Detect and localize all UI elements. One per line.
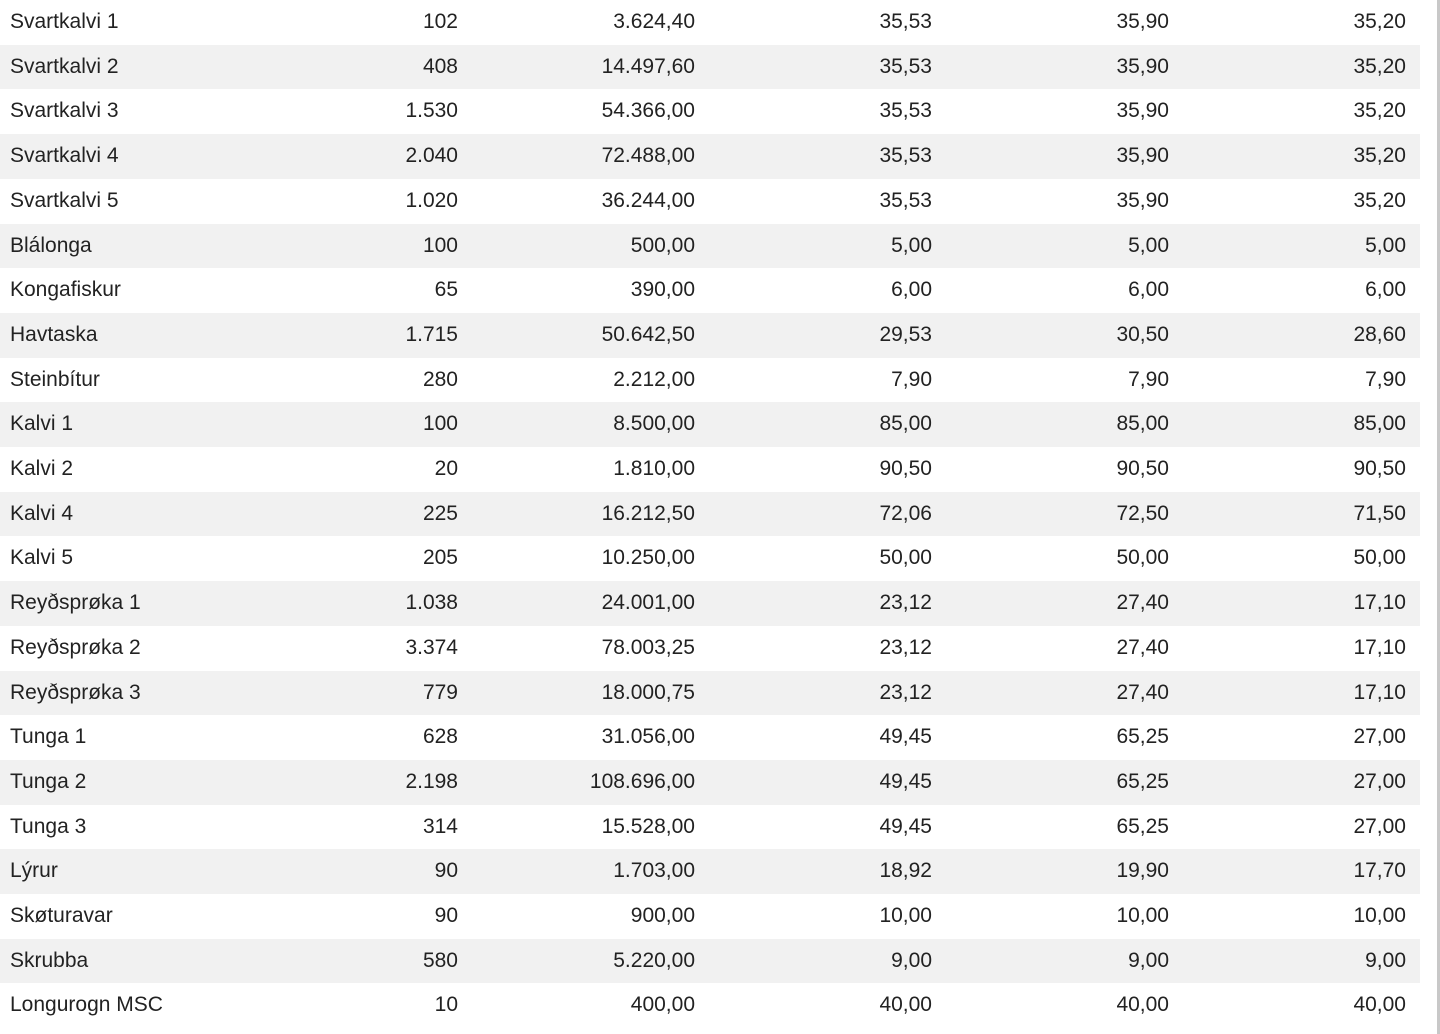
quantity-cell: 205 xyxy=(422,546,458,570)
min-price-cell: 27,00 xyxy=(1169,760,1420,805)
max-price-cell: 27,40 xyxy=(1116,635,1169,659)
table-row xyxy=(0,983,1420,1028)
species-cell: Tunga 2 xyxy=(0,760,268,805)
min-price-cell: 6,00 xyxy=(1365,278,1406,302)
average-price-cell: 35,53 xyxy=(695,45,932,90)
min-price-cell: 27,00 xyxy=(1353,814,1406,838)
quantity-cell: 10 xyxy=(434,993,458,1017)
quantity-cell: 1.715 xyxy=(268,313,458,358)
total-value-cell: 2.212,00 xyxy=(613,367,695,391)
average-price-cell: 23,12 xyxy=(695,671,932,716)
max-price-cell: 27,40 xyxy=(932,581,1169,626)
species-cell: Tunga 1 xyxy=(10,725,87,749)
average-price-cell: 5,00 xyxy=(695,224,932,269)
total-value-cell: 390,00 xyxy=(630,278,695,302)
quantity-cell: 314 xyxy=(422,814,458,838)
max-price-cell: 65,25 xyxy=(932,760,1169,805)
quantity-cell: 90 xyxy=(268,849,458,894)
quantity-cell: 1.038 xyxy=(268,581,458,626)
max-price-cell: 30,50 xyxy=(932,313,1169,358)
table-row xyxy=(0,492,1420,537)
total-value-cell: 1.810,00 xyxy=(613,457,695,481)
total-value-cell: 900,00 xyxy=(630,904,695,928)
total-value-cell: 78.003,25 xyxy=(601,635,695,659)
average-price-cell: 23,12 xyxy=(879,635,932,659)
average-price-cell: 35,53 xyxy=(695,134,932,179)
quantity-cell: 65 xyxy=(434,278,458,302)
quantity-cell: 100 xyxy=(268,224,458,269)
table-row xyxy=(0,447,1420,492)
average-price-cell: 35,53 xyxy=(879,99,932,123)
species-cell: Kalvi 5 xyxy=(10,546,74,570)
min-price-cell: 50,00 xyxy=(1353,546,1406,570)
average-price-cell: 18,92 xyxy=(695,849,932,894)
average-price-cell: 35,53 xyxy=(879,10,932,33)
max-price-cell: 35,90 xyxy=(1116,188,1169,212)
min-price-cell: 27,00 xyxy=(1353,725,1406,749)
quantity-cell: 280 xyxy=(422,367,458,391)
table-row xyxy=(0,313,1420,358)
species-cell: Tunga 3 xyxy=(10,814,87,838)
species-cell: Skøturavar xyxy=(10,904,113,928)
max-price-cell: 9,00 xyxy=(932,939,1169,984)
total-value-cell: 24.001,00 xyxy=(458,581,695,626)
quantity-cell: 90 xyxy=(434,904,458,928)
max-price-cell: 40,00 xyxy=(1116,993,1169,1017)
quantity-cell: 20 xyxy=(434,457,458,481)
species-cell: Svartkalvi 4 xyxy=(0,134,268,179)
quantity-cell: 2.198 xyxy=(268,760,458,805)
table-row xyxy=(0,134,1420,179)
average-price-cell: 29,53 xyxy=(695,313,932,358)
max-price-cell: 19,90 xyxy=(932,849,1169,894)
species-cell: Reyðsprøka 1 xyxy=(0,581,268,626)
min-price-cell: 71,50 xyxy=(1169,492,1420,537)
total-value-cell: 1.703,00 xyxy=(458,849,695,894)
min-price-cell: 7,90 xyxy=(1365,367,1406,391)
table-row xyxy=(0,179,1420,224)
min-price-cell: 35,20 xyxy=(1353,99,1406,123)
total-value-cell: 400,00 xyxy=(630,993,695,1017)
min-price-cell: 10,00 xyxy=(1353,904,1406,928)
species-cell: Svartkalvi 1 xyxy=(10,10,119,33)
table-row xyxy=(0,402,1420,447)
max-price-cell: 50,00 xyxy=(1116,546,1169,570)
min-price-cell: 85,00 xyxy=(1169,402,1420,447)
min-price-cell: 17,10 xyxy=(1169,671,1420,716)
min-price-cell: 35,20 xyxy=(1353,188,1406,212)
species-cell: Svartkalvi 3 xyxy=(10,99,119,123)
table-row xyxy=(0,224,1420,269)
total-value-cell: 10.250,00 xyxy=(601,546,695,570)
species-cell: Lýrur xyxy=(0,849,268,894)
table-row xyxy=(0,805,1420,850)
species-cell: Steinbítur xyxy=(10,367,100,391)
species-cell: Kalvi 1 xyxy=(0,402,268,447)
max-price-cell: 65,25 xyxy=(1116,725,1169,749)
min-price-cell: 17,70 xyxy=(1169,849,1420,894)
total-value-cell: 5.220,00 xyxy=(458,939,695,984)
max-price-cell: 7,90 xyxy=(1128,367,1169,391)
species-cell: Havtaska xyxy=(0,313,268,358)
min-price-cell: 40,00 xyxy=(1353,993,1406,1017)
total-value-cell: 54.366,00 xyxy=(601,99,695,123)
min-price-cell: 5,00 xyxy=(1169,224,1420,269)
quantity-cell: 408 xyxy=(268,45,458,90)
quantity-cell: 102 xyxy=(422,10,458,33)
max-price-cell: 65,25 xyxy=(1116,814,1169,838)
min-price-cell: 17,10 xyxy=(1353,635,1406,659)
quantity-cell: 1.020 xyxy=(405,188,458,212)
species-cell: Svartkalvi 5 xyxy=(10,188,119,212)
table-row xyxy=(0,358,1420,403)
table-row xyxy=(0,894,1420,939)
average-price-cell: 9,00 xyxy=(695,939,932,984)
quantity-cell: 580 xyxy=(268,939,458,984)
quantity-cell: 3.374 xyxy=(405,635,458,659)
average-price-cell: 6,00 xyxy=(891,278,932,302)
average-price-cell: 50,00 xyxy=(879,546,932,570)
min-price-cell: 35,20 xyxy=(1169,134,1420,179)
min-price-cell: 35,20 xyxy=(1353,10,1406,33)
min-price-cell: 28,60 xyxy=(1169,313,1420,358)
total-value-cell: 3.624,40 xyxy=(613,10,695,33)
table-row xyxy=(0,536,1420,581)
total-value-cell: 72.488,00 xyxy=(458,134,695,179)
max-price-cell: 35,90 xyxy=(932,45,1169,90)
quantity-cell: 225 xyxy=(268,492,458,537)
species-cell: Kongafiskur xyxy=(10,278,121,302)
table-row xyxy=(0,760,1420,805)
max-price-cell: 35,90 xyxy=(932,134,1169,179)
average-price-cell: 90,50 xyxy=(879,457,932,481)
quantity-cell: 100 xyxy=(268,402,458,447)
average-price-cell: 85,00 xyxy=(695,402,932,447)
max-price-cell: 90,50 xyxy=(1116,457,1169,481)
total-value-cell: 15.528,00 xyxy=(601,814,695,838)
average-price-cell: 35,53 xyxy=(879,188,932,212)
average-price-cell: 49,45 xyxy=(695,760,932,805)
total-value-cell: 14.497,60 xyxy=(458,45,695,90)
total-value-cell: 16.212,50 xyxy=(458,492,695,537)
total-value-cell: 108.696,00 xyxy=(458,760,695,805)
table-row xyxy=(0,89,1420,134)
quantity-cell: 779 xyxy=(268,671,458,716)
average-price-cell: 10,00 xyxy=(879,904,932,928)
species-cell: Kalvi 4 xyxy=(0,492,268,537)
average-price-cell: 49,45 xyxy=(879,725,932,749)
table-row xyxy=(0,626,1420,671)
average-price-cell: 23,12 xyxy=(695,581,932,626)
quantity-cell: 628 xyxy=(422,725,458,749)
total-value-cell: 31.056,00 xyxy=(601,725,695,749)
species-cell: Longurogn MSC xyxy=(10,993,163,1017)
min-price-cell: 90,50 xyxy=(1353,457,1406,481)
max-price-cell: 10,00 xyxy=(1116,904,1169,928)
table-row xyxy=(0,671,1420,716)
table-row xyxy=(0,715,1420,760)
max-price-cell: 72,50 xyxy=(932,492,1169,537)
total-value-cell: 8.500,00 xyxy=(458,402,695,447)
species-cell: Svartkalvi 2 xyxy=(0,45,268,90)
min-price-cell: 35,20 xyxy=(1169,45,1420,90)
max-price-cell: 35,90 xyxy=(1116,99,1169,123)
species-cell: Kalvi 2 xyxy=(10,457,74,481)
total-value-cell: 500,00 xyxy=(458,224,695,269)
quantity-cell: 1.530 xyxy=(405,99,458,123)
species-cell: Reyðsprøka 3 xyxy=(0,671,268,716)
min-price-cell: 17,10 xyxy=(1169,581,1420,626)
max-price-cell: 85,00 xyxy=(932,402,1169,447)
max-price-cell: 5,00 xyxy=(932,224,1169,269)
species-cell: Reyðsprøka 2 xyxy=(10,635,141,659)
average-price-cell: 7,90 xyxy=(891,367,932,391)
species-cell: Skrubba xyxy=(0,939,268,984)
total-value-cell: 50.642,50 xyxy=(458,313,695,358)
max-price-cell: 35,90 xyxy=(1116,10,1169,33)
average-price-cell: 72,06 xyxy=(695,492,932,537)
table-row xyxy=(0,45,1420,90)
table-row xyxy=(0,581,1420,626)
total-value-cell: 36.244,00 xyxy=(601,188,695,212)
average-price-cell: 40,00 xyxy=(879,993,932,1017)
total-value-cell: 18.000,75 xyxy=(458,671,695,716)
table-row xyxy=(0,939,1420,984)
table-row xyxy=(0,0,1420,45)
average-price-cell: 49,45 xyxy=(879,814,932,838)
table-row xyxy=(0,268,1420,313)
species-cell: Blálonga xyxy=(0,224,268,269)
quantity-cell: 2.040 xyxy=(268,134,458,179)
table-row xyxy=(0,849,1420,894)
max-price-cell: 6,00 xyxy=(1128,278,1169,302)
min-price-cell: 9,00 xyxy=(1169,939,1420,984)
max-price-cell: 27,40 xyxy=(932,671,1169,716)
